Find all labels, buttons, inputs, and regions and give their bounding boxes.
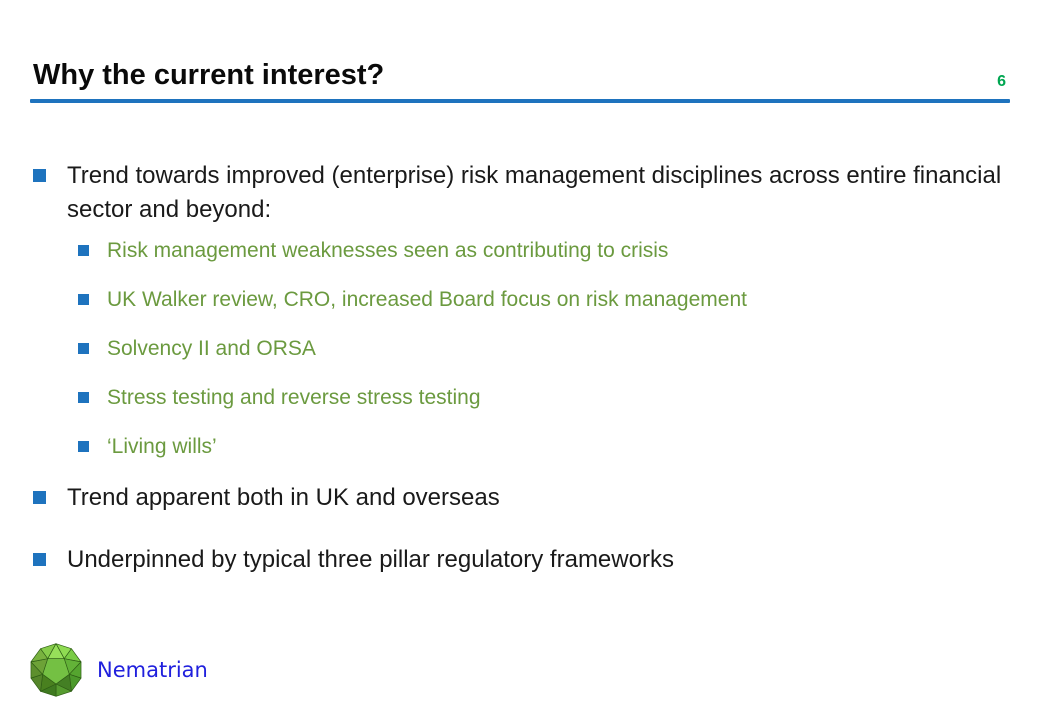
sub-bullet-item xyxy=(30,286,1010,314)
bullet-square-icon xyxy=(78,441,89,452)
slide-footer xyxy=(28,642,208,698)
bullet-item xyxy=(30,481,1010,515)
sub-bullet-item xyxy=(30,384,1010,412)
bullet-item xyxy=(30,159,1010,227)
bullet-square-icon xyxy=(78,343,89,354)
sub-bullet-item xyxy=(30,237,1010,265)
sub-bullet-text: Solvency II and ORSA xyxy=(107,337,316,360)
bullet-square-icon xyxy=(78,294,89,305)
bullet-text: Trend apparent both in UK and overseas xyxy=(67,484,500,511)
sub-bullet-item xyxy=(30,433,1010,461)
bullet-text: Underpinned by typical three pillar regulatory frameworks xyxy=(67,546,674,573)
title-divider xyxy=(30,99,1010,103)
page-title: Why the current interest? xyxy=(33,59,385,91)
nematrian-logo-icon xyxy=(28,642,84,698)
sub-bullet-text: UK Walker review, CRO, increased Board focus on risk management xyxy=(107,288,747,311)
brand-name: Nematrian xyxy=(97,658,208,682)
bullet-square-icon xyxy=(33,169,46,182)
bullet-item xyxy=(30,543,1010,577)
sub-bullet-item xyxy=(30,335,1010,363)
sub-bullet-text: ‘Living wills’ xyxy=(107,435,217,458)
sub-bullet-text: Stress testing and reverse stress testing xyxy=(107,386,481,409)
bullet-square-icon xyxy=(33,491,46,504)
bullet-list xyxy=(30,159,1010,577)
bullet-square-icon xyxy=(78,392,89,403)
bullet-text: Trend towards improved (enterprise) risk management disciplines across entire financial sector and beyond: xyxy=(67,162,1002,223)
sub-bullet-text: Risk management weaknesses seen as contributing to crisis xyxy=(107,239,669,262)
bullet-square-icon xyxy=(78,245,89,256)
page-number: 6 xyxy=(997,73,1006,90)
slide-header xyxy=(0,0,1040,94)
bullet-square-icon xyxy=(33,553,46,566)
